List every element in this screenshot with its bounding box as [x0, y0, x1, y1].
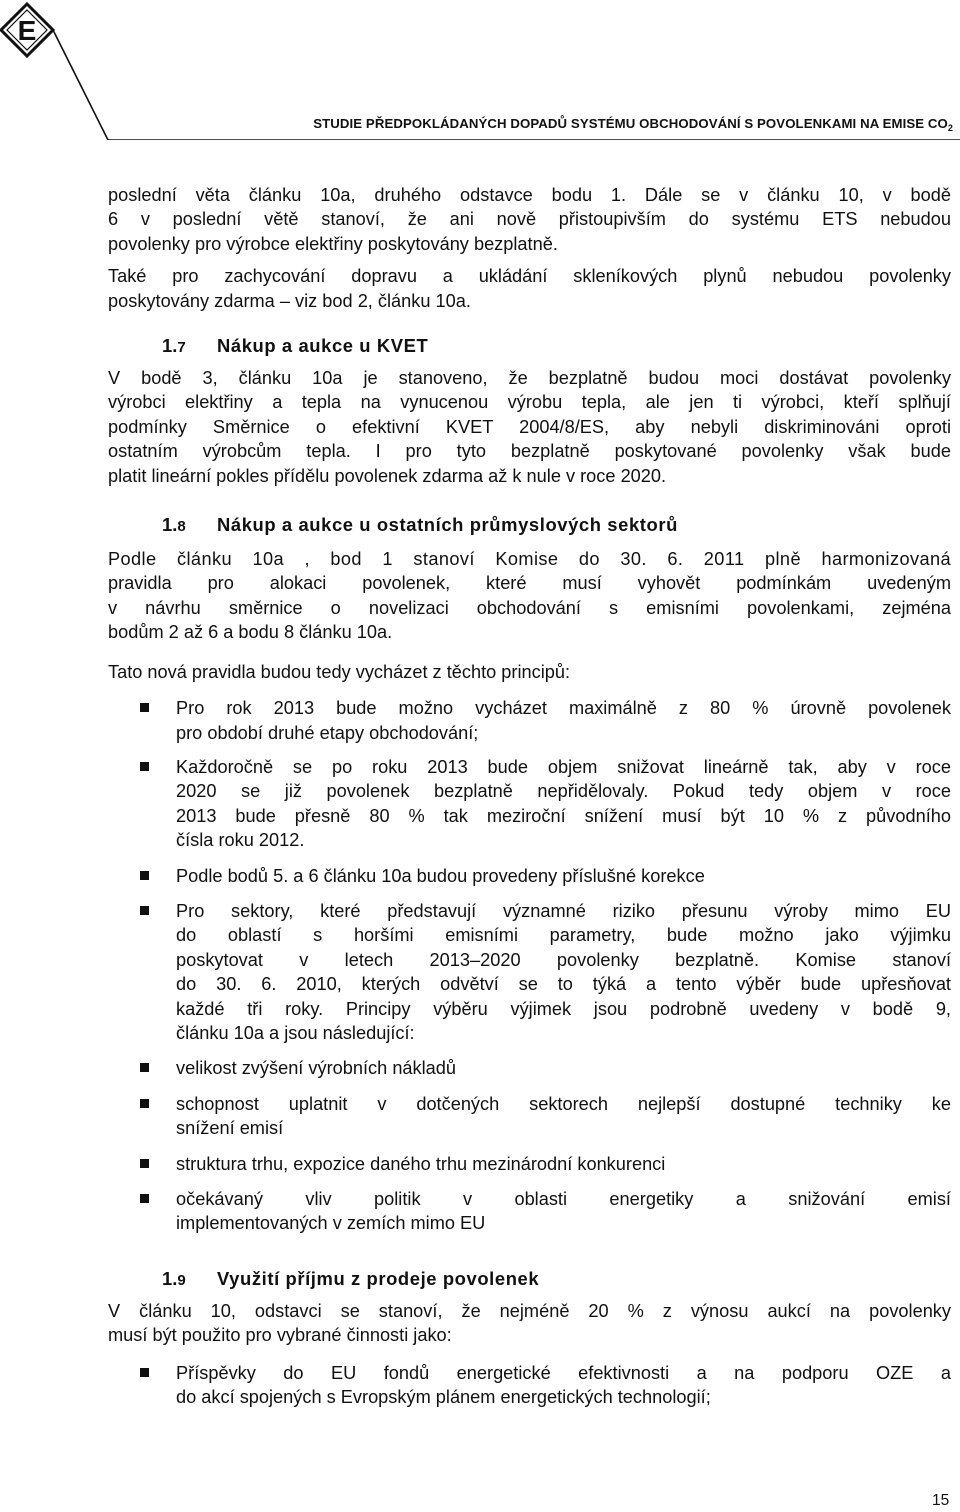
text-line: článku 10a a jsou následující:: [176, 1022, 415, 1043]
page-content: [108, 183, 951, 1409]
section-1-7-paragraph: [108, 366, 951, 488]
section-heading-1-8: 1.8 Nákup a aukce u ostatních průmyslových sektorů: [162, 514, 678, 536]
bullet-square-icon: [140, 906, 149, 915]
intro-paragraph-2: [108, 264, 951, 313]
text-line: poskytovány zdarma – viz bod 2, článku 10a.: [108, 290, 471, 311]
intro-paragraph: [108, 183, 951, 256]
text-line: snížení emisí: [176, 1118, 284, 1139]
logo-e-icon: [1, 4, 53, 56]
bullet-square-icon: [140, 1368, 149, 1377]
text-line: 2020 se již povolenek bezplatně nepřidělovaly. Pokud tedy objem v roce: [176, 781, 951, 802]
list-item: [108, 1092, 951, 1141]
text-line: velikost zvýšení výrobních nákladů: [176, 1058, 457, 1079]
text-line: v návrhu směrnice o novelizaci obchodování s emisními povolenkami, zejména: [108, 597, 951, 618]
text-line: struktura trhu, expozice daného trhu mezinárodní konkurenci: [176, 1153, 666, 1174]
bullet-square-icon: [140, 1099, 149, 1108]
bullet-square-icon: [140, 762, 149, 771]
text-line: platit lineární pokles přídělu povolenek zdarma až k nule v roce 2020.: [108, 465, 667, 486]
text-line: implementovaných v zemích mimo EU: [176, 1213, 486, 1234]
text-line: poslední věta článku 10a, druhého odstavce bodu 1. Dále se v článku 10, v bodě: [108, 185, 951, 205]
text-line: Pro rok 2013 bude možno vycházet maximálně z 80 % úrovně povolenek: [176, 698, 951, 719]
text-line: výrobci elektřiny a tepla na vynucenou výrobu tepla, ale jen ti výrobci, kteří splňují: [108, 392, 951, 413]
list-item: [108, 1361, 951, 1410]
text-line: pro období druhé etapy obchodování;: [176, 722, 479, 743]
text-line: Každoročně se po roku 2013 bude objem snižovat lineárně tak, aby v roce: [176, 756, 951, 777]
principles-lead: Tato nová pravidla budou tedy vycházet z těchto principů:: [108, 661, 571, 682]
bullet-square-icon: [140, 871, 149, 880]
text-line: Podle článku 10a , bod 1 stanoví Komise do 30. 6. 2011 plně harmonizovaná: [108, 549, 951, 570]
text-line: každé tři roky. Principy výběru výjimek jsou podrobně uvedeny v bodě 9,: [176, 998, 951, 1019]
section-1-9-paragraph: [108, 1299, 951, 1348]
text-line: Příspěvky do EU fondů energetické efektivnosti a na podporu OZE a: [176, 1362, 951, 1383]
text-line: očekávaný vliv politik v oblasti energetiky a snižování emisí: [176, 1189, 951, 1209]
section-heading-1-7: 1.7 Nákup a aukce u KVET: [162, 335, 429, 357]
text-line: V bodě 3, článku 10a je stanoveno, že bezplatně budou moci dostávat povolenky: [108, 368, 951, 389]
revenue-use-list: [108, 1361, 951, 1410]
text-line: Podle bodů 5. a 6 článku 10a budou provedeny příslušné korekce: [176, 865, 705, 886]
list-item: [108, 696, 951, 745]
text-line: do 30. 6. 2010, kterých odvětví se to týká a tento výběr bude upřesňovat: [176, 974, 951, 995]
text-line: ostatním výrobcům tepla. I pro tyto bezplatně poskytované povolenky však bude: [108, 441, 951, 462]
text-line: 6 v poslední větě stanoví, že ani nově přistoupivším do systému ETS nebudou: [108, 209, 951, 230]
list-item: [108, 755, 951, 853]
list-item: [108, 864, 951, 888]
text-line: 2013 bude přesně 80 % tak meziroční snížení musí být 10 % z původního: [176, 805, 951, 826]
text-line: poskytovat v letech 2013–2020 povolenky bezplatně. Komise stanoví: [176, 949, 951, 970]
text-line: bodům 2 až 6 a bodu 8 článku 10a.: [108, 622, 393, 643]
bullet-square-icon: [140, 1063, 149, 1072]
page-number: 15: [932, 1492, 950, 1509]
text-line: V článku 10, odstavci se stanoví, že nejméně 20 % z výnosu aukcí na povolenky: [108, 1300, 951, 1321]
text-line: do akcí spojených s Evropským plánem energetických technologií;: [176, 1387, 711, 1408]
bullet-square-icon: [140, 703, 149, 712]
section-1-8-paragraph: [108, 547, 951, 645]
list-item: [108, 899, 951, 1045]
section-heading-1-9: 1.9 Využití příjmu z prodeje povolenek: [162, 1267, 540, 1289]
principles-list: [108, 696, 951, 1236]
bullet-square-icon: [140, 1159, 149, 1168]
header-title: STUDIE PŘEDPOKLÁDANÝCH DOPADŮ SYSTÉMU OBCHODOVÁNÍ S POVOLENKAMI NA EMISE $CO_2$: [313, 116, 953, 133]
text-line: Pro sektory, které představují významné riziko přesunu výroby mimo EU: [176, 900, 951, 921]
list-item: [108, 1152, 951, 1176]
text-line: do oblastí s horšími emisními parametry, bude možno jako výjimku: [176, 925, 951, 946]
list-item: [108, 1187, 951, 1236]
text-line: musí být použito pro vybrané činnosti jako:: [108, 1325, 452, 1346]
text-line: pravidla pro alokaci povolenek, které musí vyhovět podmínkám uvedeným: [108, 573, 951, 594]
list-item: [108, 1056, 951, 1080]
svg-text:E: E: [17, 15, 37, 46]
text-line: podmínky Směrnice o efektivní KVET 2004/8/ES, aby nebyli diskriminováni oproti: [108, 416, 951, 437]
header-rule-diagonal: [53, 30, 108, 140]
text-line: Také pro zachycování dopravu a ukládání skleníkových plynů nebudou povolenky: [108, 266, 951, 287]
text-line: povolenky pro výrobce elektřiny poskytovány bezplatně.: [108, 233, 558, 254]
text-line: schopnost uplatnit v dotčených sektorech nejlepší dostupné techniky ke: [176, 1093, 951, 1114]
bullet-square-icon: [140, 1194, 149, 1203]
text-line: čísla roku 2012.: [176, 830, 305, 851]
